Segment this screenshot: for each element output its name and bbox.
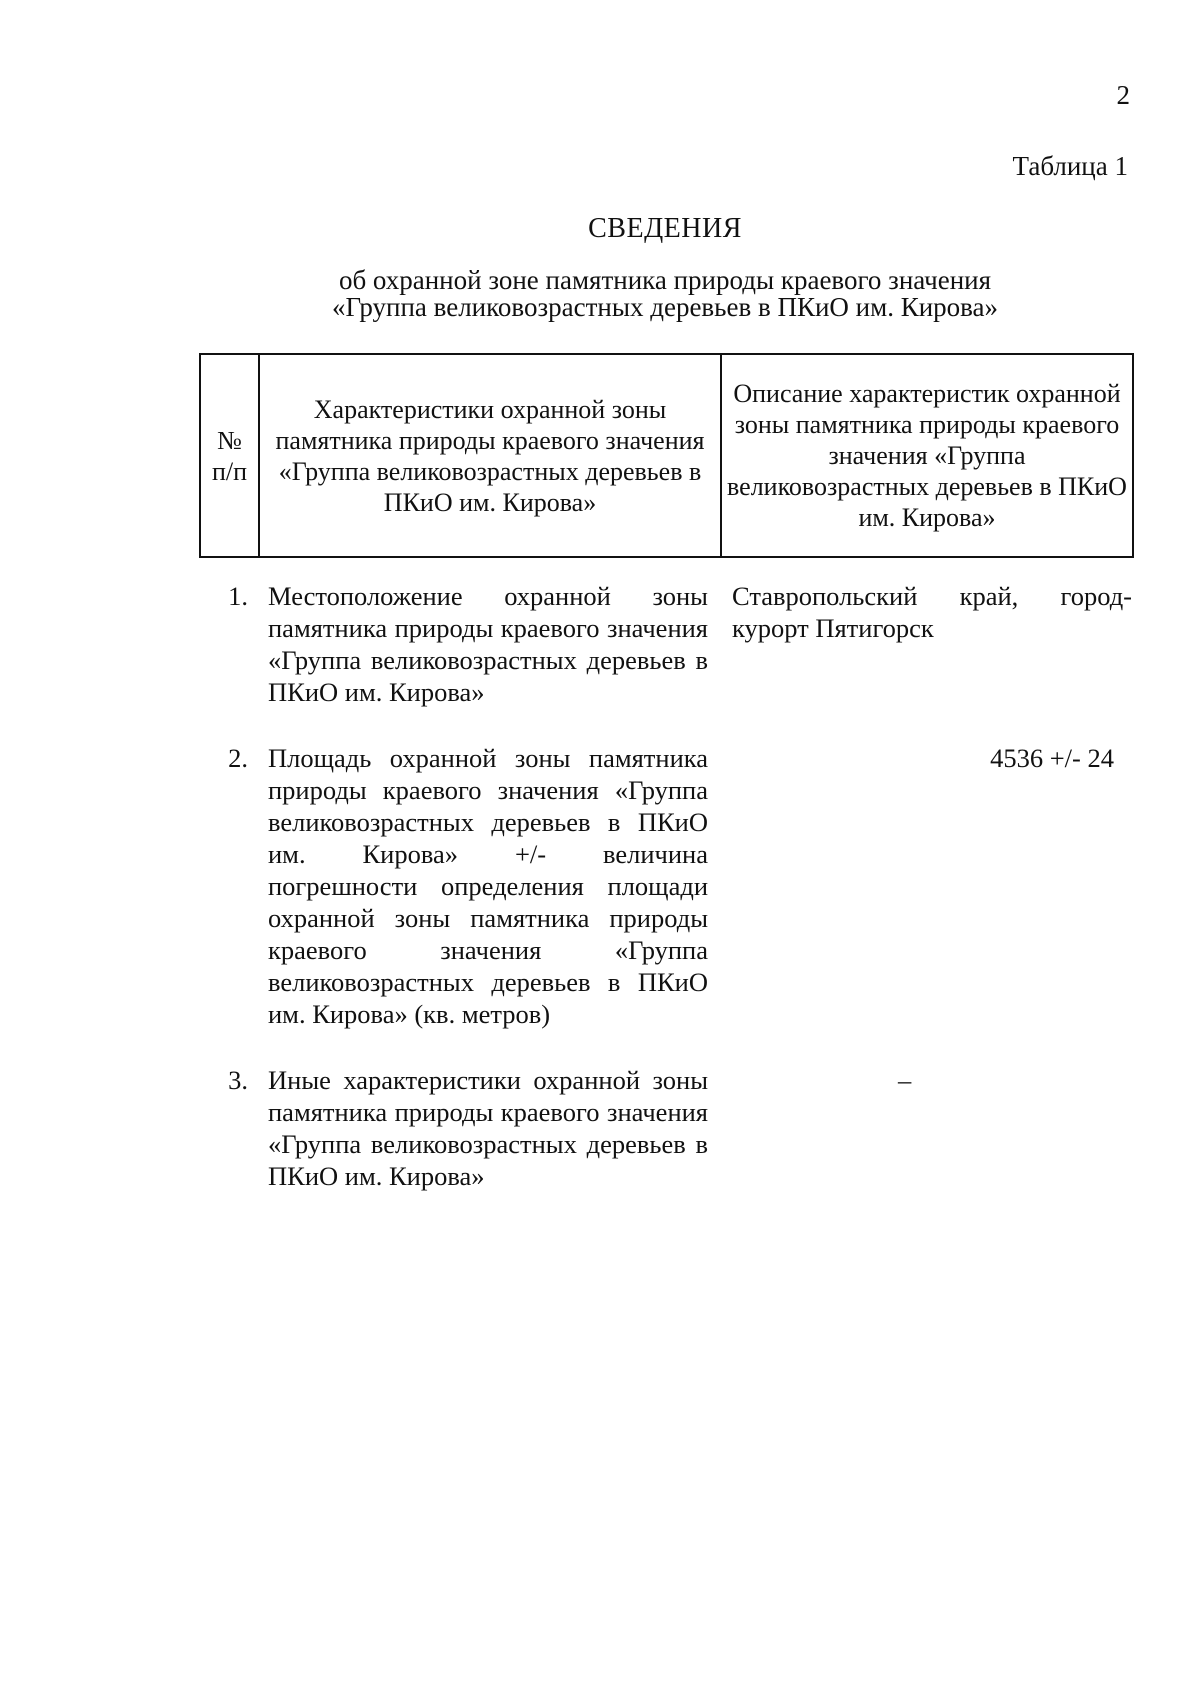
table-row [199, 742, 1132, 1064]
document-title: СВЕДЕНИЯ [588, 213, 742, 244]
row-characteristic: Местоположение охранной зоны памятника природы краевого значения «Группа великовозрастных деревьев в ПКиО им. Кирова» [268, 581, 708, 707]
table-body [199, 580, 1132, 1204]
subtitle-line-2: «Группа великовозрастных деревьев в ПКиО им. Кирова» [331, 292, 999, 322]
header-description: Описание характеристик охранной зоны памятника природы краевого значения «Группа великовозрастных деревьев в ПКиО им. Кирова» [721, 354, 1133, 557]
row-number: 1. [228, 581, 248, 611]
row-characteristic: Иные характеристики охранной зоны памятника природы краевого значения «Группа великовозрастных деревьев в ПКиО им. Кирова» [268, 1065, 708, 1191]
header-number: № п/п [200, 354, 259, 557]
header-characteristics: Характеристики охранной зоны памятника природы краевого значения «Группа великовозрастных деревьев в ПКиО им. Кирова» [259, 354, 721, 557]
subtitle-line-1: об охранной зоне памятника природы краевого значения [338, 265, 992, 295]
table-row [199, 580, 1132, 742]
table-header-row [200, 354, 1133, 557]
row-description: 4536 +/- 24 [990, 743, 1114, 773]
row-number: 3. [228, 1065, 248, 1095]
page-number: 2 [1116, 80, 1130, 110]
table-row [199, 1064, 1132, 1204]
table-label: Таблица 1 [1012, 151, 1128, 181]
row-number: 2. [228, 743, 248, 773]
row-description: – [898, 1065, 912, 1095]
row-characteristic: Площадь охранной зоны памятника природы краевого значения «Группа великовозрастных деревьев в ПКиО им. Кирова» +/- величина погрешности определения площади охранной зоны памятника природы краевого значения «Группа великовозрастных деревьев в ПКиО им. Кирова» (кв. метров) [268, 743, 708, 1029]
table-header [199, 353, 1134, 558]
row-description: Ставропольский край, город-курорт Пятигорск [732, 581, 1132, 643]
document-subtitle [250, 267, 1080, 321]
